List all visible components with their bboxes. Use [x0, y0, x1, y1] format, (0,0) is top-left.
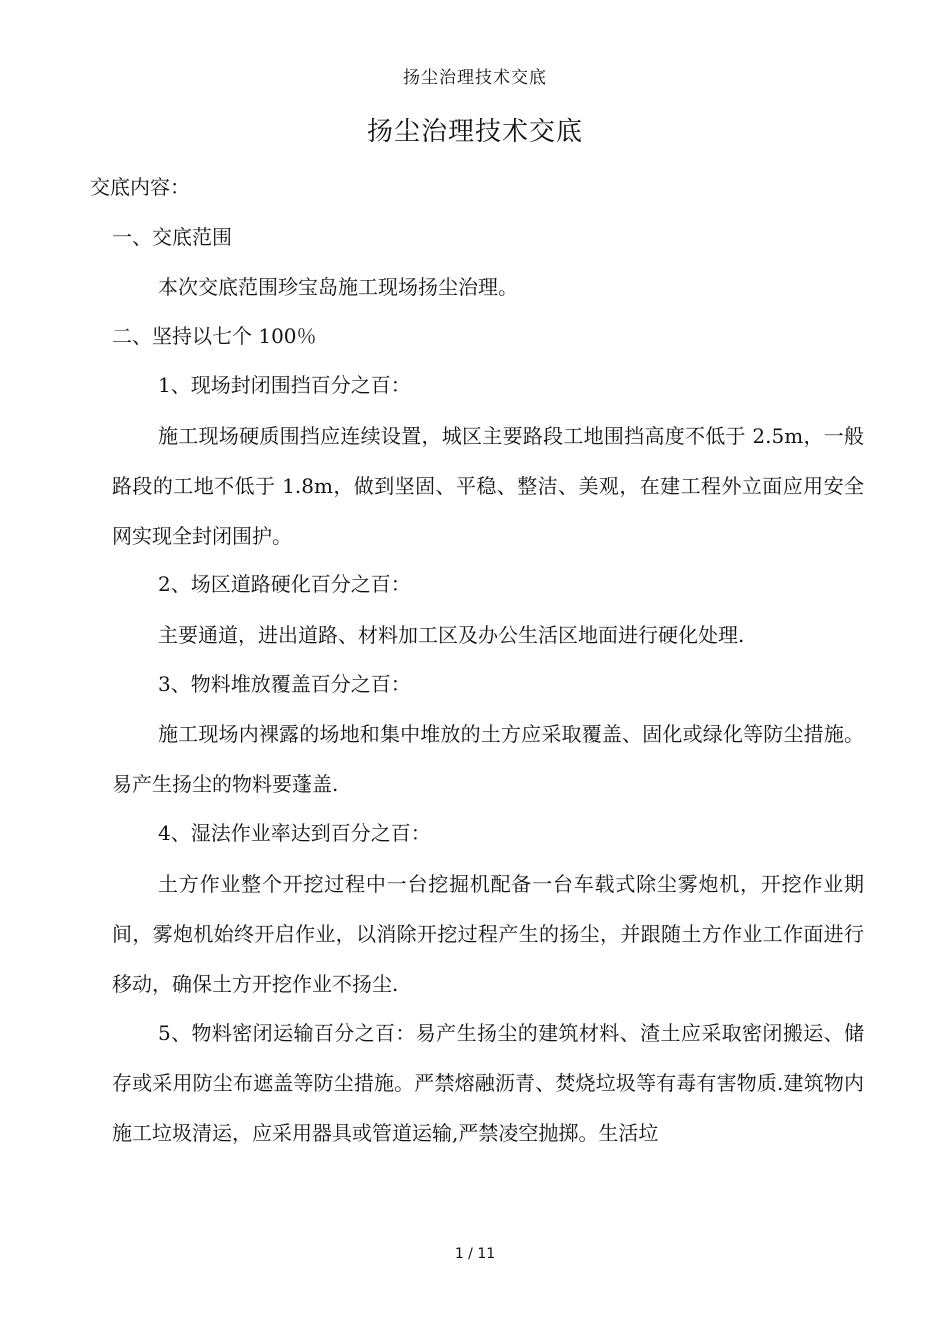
- section-2-heading: 二、坚持以七个 100％: [112, 324, 317, 348]
- item-2-text: 主要通道，进出道路、材料加工区及办公生活区地面进行硬化处理.: [158, 623, 745, 647]
- content-label: 交底内容：: [90, 175, 190, 199]
- section-1-text: 本次交底范围珍宝岛施工现场扬尘治理。: [158, 275, 518, 299]
- item-4-heading: 4、湿法作业率达到百分之百：: [158, 821, 431, 845]
- item-2-heading: 2、场区道路硬化百分之百：: [158, 572, 411, 596]
- item-3-text: 施工现场内裸露的场地和集中堆放的土方应采取覆盖、固化或绿化等防尘措施。易产生扬尘的物料要蓬盖.: [112, 722, 864, 796]
- page-header: 扬尘治理技术交底: [403, 68, 547, 88]
- item-5-text: 5、物料密闭运输百分之百：易产生扬尘的建筑材料、渣土应采取密闭搬运、储存或采用防尘布遮盖等防尘措施。严禁熔融沥青、焚烧垃圾等有毒有害物质.建筑物内施工垃圾清运，应采用器具或管道运输,严禁凌空抛掷。生活垃: [112, 1021, 864, 1145]
- item-4-text: 土方作业整个开挖过程中一台挖掘机配备一台车载式除尘雾炮机，开挖作业期间，雾炮机始终开启作业，以消除开挖过程产生的扬尘，并跟随土方作业工作面进行移动，确保土方开挖作业不扬尘.: [112, 872, 864, 996]
- section-1-heading: 一、交底范围: [112, 225, 232, 249]
- item-3-heading: 3、物料堆放覆盖百分之百：: [158, 672, 411, 696]
- item-1-heading: 1、现场封闭围挡百分之百：: [158, 373, 411, 397]
- page-number: 1 / 11: [454, 1246, 496, 1262]
- document-title: 扬尘治理技术交底: [366, 117, 583, 147]
- item-1-text: 施工现场硬质围挡应连续设置，城区主要路段工地围挡高度不低于 2.5m，一般路段的工地不低于 1.8m，做到坚固、平稳、整洁、美观，在建工程外立面应用安全网实现全封闭围护。: [112, 424, 864, 548]
